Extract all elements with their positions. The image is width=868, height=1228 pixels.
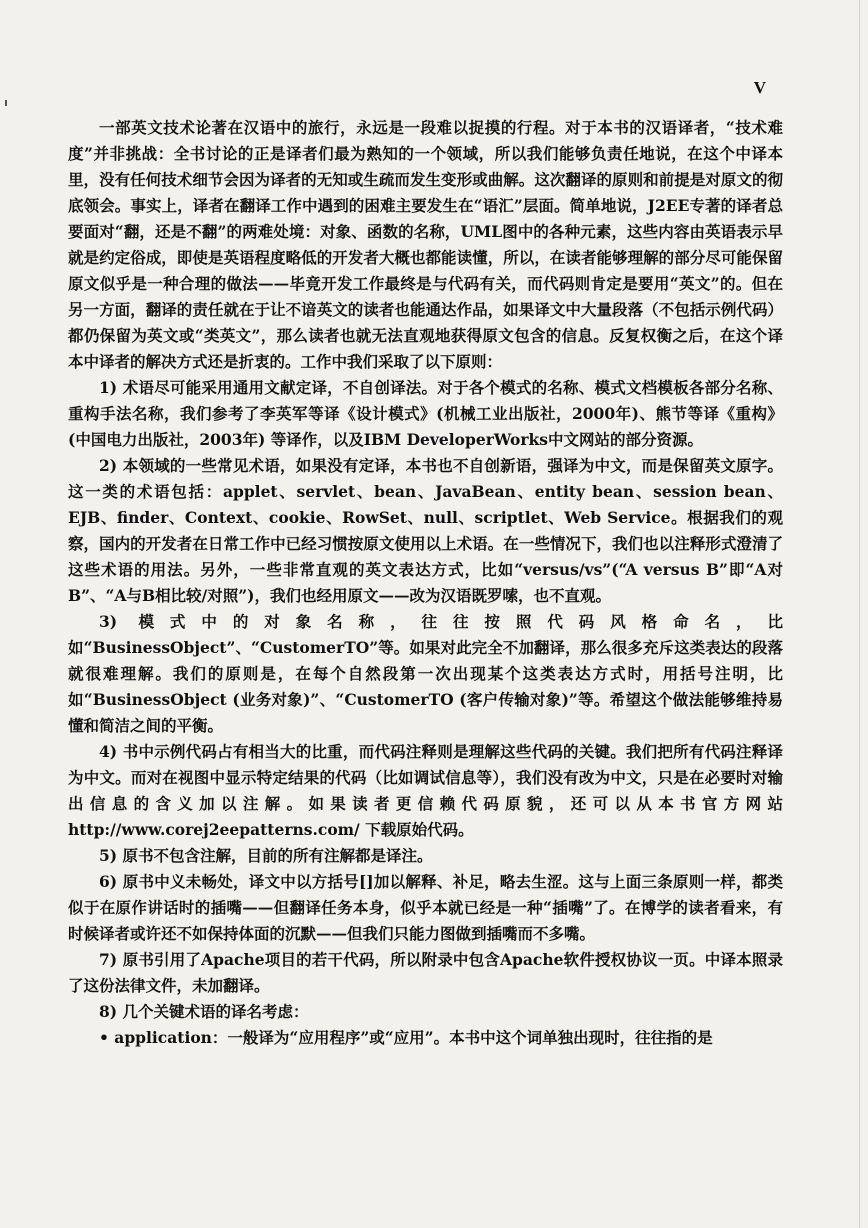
principle-1: 1) 术语尽可能采用通用文献定译，不自创译法。对于各个模式的名称、模式文档模板各部分名称、重构手法名称，我们参考了李英军等译《设计模式》(机械工业出版社，2000年)、熊节等译《重构》(中国电力出版社，2003年) 等译作，以及IBM DeveloperWorks中文网站的部分资源。	[68, 378, 783, 449]
bullet-application: • application：一般译为“应用程序”或“应用”。本书中这个词单独出现时，往往指的是	[99, 1028, 713, 1047]
principle-5: 5) 原书不包含注解，目前的所有注解都是译注。	[99, 846, 433, 865]
principle-6: 6) 原书中义未畅处，译文中以方括号[]加以解释、补足，略去生涩。这与上面三条原则一样，都类似于在原作讲话时的插嘴——但翻译任务本身，似乎本就已经是一种“插嘴”了。在博学的读者看来，有时候译者或许还不如保持体面的沉默——但我们只能力图做到插嘴而不多嘴。	[68, 872, 783, 943]
principle-7: 7) 原书引用了Apache项目的若干代码，所以附录中包含Apache软件授权协议一页。中译本照录了这份法律文件，未加翻译。	[68, 950, 783, 995]
page-number: V	[753, 78, 766, 97]
principle-2: 2) 本领域的一些常见术语，如果没有定译，本书也不自创新语，强译为中文，而是保留英文原字。这一类的术语包括：applet、servlet、bean、JavaBean、entity bean、session bean、EJB、finder、Context、cookie、RowSet、null、scriptlet、Web Service。根据我们的观察，国内的开发者在日常工作中已经习惯按原文使用以上术语。在一些情况下，我们也以注释形式澄清了这些术语的用法。另外，一些非常直观的英文表达方式，比如“versus/vs”(“A versus B”即“A对B”、“A与B相比较/对照”)，我们也经用原文——改为汉语既罗嗦，也不直观。	[68, 456, 783, 605]
intro-paragraph: 一部英文技术论著在汉语中的旅行，永远是一段难以捉摸的行程。对于本书的汉语译者，“技术难度”并非挑战：全书讨论的正是译者们最为熟知的一个领域，所以我们能够负责任地说，在这个中译本里，没有任何技术细节会因为译者的无知或生疏而发生变形或曲解。这次翻译的原则和前提是对原文的彻底领会。事实上，译者在翻译工作中遇到的困难主要发生在“语汇”层面。简单地说，J2EE专著的译者总要面对“翻，还是不翻”的两难处境：对象、函数的名称，UML图中的各种元素，这些内容由英语表示早就是约定俗成，即使是英语程度略低的开发者大概也都能读懂，所以，在读者能够理解的部分尽可能保留原文似乎是一种合理的做法——毕竟开发工作最终是与代码有关，而代码则肯定是要用“英文”的。但在另一方面，翻译的责任就在于让不谙英文的读者也能通达作品，如果译文中大量段落（不包括示例代码）都仍保留为英文或“类英文”，那么读者也就无法直观地获得原文包含的信息。反复权衡之后，在这个译本中译者的解决方式还是折衷的。工作中我们采取了以下原则：	[68, 118, 783, 371]
body-text	[68, 115, 783, 1051]
scan-mark	[5, 100, 7, 106]
principle-4: 4) 书中示例代码占有相当大的比重，而代码注释则是理解这些代码的关键。我们把所有代码注释译为中文。而对在视图中显示特定结果的代码（比如调试信息等），我们没有改为中文，只是在必要时对输出信息的含义加以注解。如果读者更信赖代码原貌，还可以从本书官方网站http://www.corej2eepatterns.com/ 下载原始代码。	[68, 742, 783, 839]
principle-3: 3) 模式中的对象名称，往往按照代码风格命名，比如“BusinessObject”、“CustomerTO”等。如果对此完全不加翻译，那么很多充斥这类表达的段落就很难理解。我们的原则是，在每个自然段第一次出现某个这类表达方式时，用括号注明，比如“BusinessObject (业务对象)”、“CustomerTO (客户传输对象)”等。希望这个做法能够维持易懂和简洁之间的平衡。	[68, 612, 783, 735]
principle-8: 8) 几个关键术语的译名考虑：	[99, 1002, 309, 1021]
page-edge-line	[859, 0, 860, 1228]
